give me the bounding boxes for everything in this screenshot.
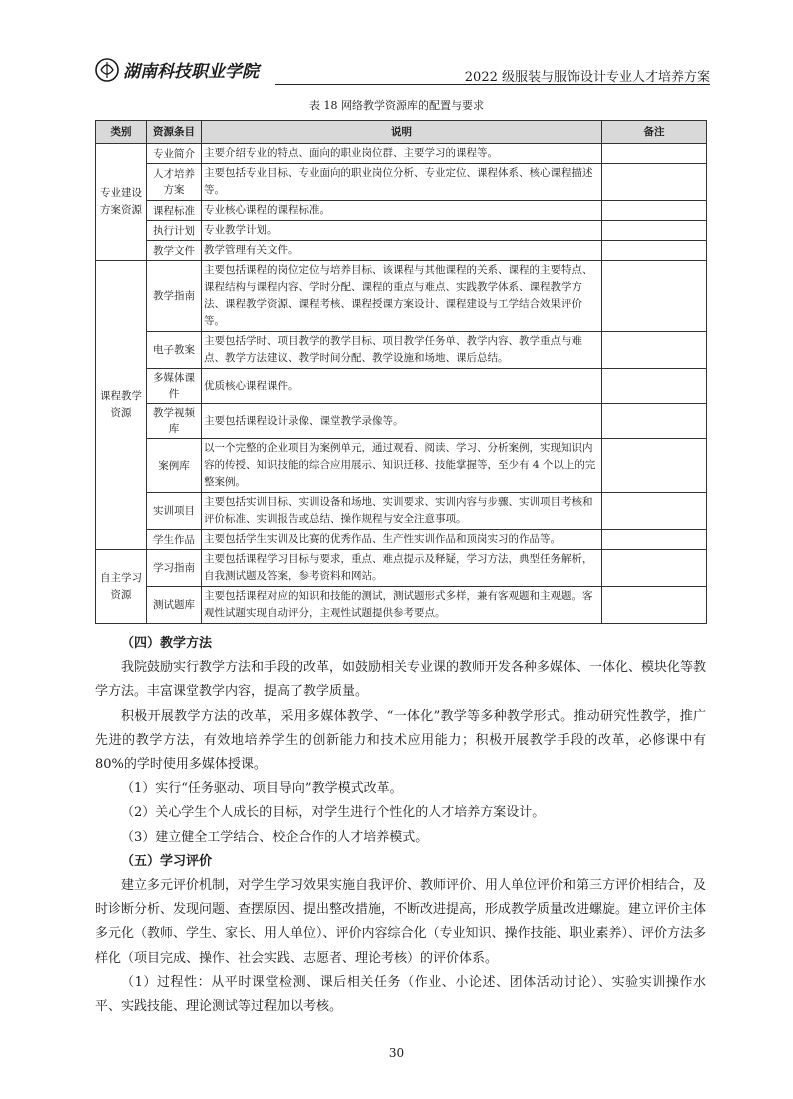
category-cell: 自主学习资源: [96, 550, 147, 624]
list-item: （3）建立健全工学结合、校企合作的人才培养模式。: [121, 829, 429, 845]
description-cell: 专业核心课程的课程标准。: [202, 201, 602, 221]
table-row: [96, 493, 707, 530]
description-cell: 主要包括专业目标、专业面向的职业岗位分析、专业定位、课程体系、核心课程描述等。: [202, 164, 602, 201]
table-row: [96, 241, 707, 261]
body-text: [95, 632, 706, 1019]
category-cell: 专业建设方案资源: [96, 144, 147, 261]
note-cell: [602, 530, 707, 550]
table-row: [96, 221, 707, 241]
paragraph: 建立多元评价机制，对学生学习效果实施自我评价、教师评价、用人单位评价和第三方评价相结合，及时诊断分析、发现问题、查摆原因、提出整改措施，不断改进提高，形成教学质量改进螺旋。建立评价主体多元化（教师、学生、家长、用人单位）、评价内容综合化（专业知识、操作技能、职业素养）、评价方法多样化（项目完成、操作、社会实践、志愿者、理论考核）的评价体系。: [95, 878, 707, 966]
table-row: [96, 261, 707, 332]
item-cell: 专业简介: [147, 144, 202, 164]
section-heading-teaching-methods: （四）教学方法: [121, 636, 213, 651]
item-cell: 案例库: [147, 439, 202, 493]
table-row: [96, 164, 707, 201]
table-row: [96, 201, 707, 221]
description-cell: 优质核心课程课件。: [202, 369, 602, 404]
item-cell: 学生作品: [147, 530, 202, 550]
school-logo-text: 湖南科技职业学院: [123, 62, 259, 82]
note-cell: [602, 332, 707, 369]
category-cell: 课程教学资源: [96, 261, 147, 550]
table-caption: 表 18 网络教学资源库的配置与要求: [309, 99, 484, 112]
item-cell: 实训项目: [147, 493, 202, 530]
table-row: [96, 439, 707, 493]
item-cell: 执行计划: [147, 221, 202, 241]
section-heading-learning-evaluation: （五）学习评价: [121, 853, 213, 869]
description-cell: 教学管理有关文件。: [202, 241, 602, 261]
list-item: （2）关心学生个人成长的目标，对学生进行个性化的人才培养方案设计。: [121, 805, 546, 821]
item-cell: 电子教案: [147, 332, 202, 369]
description-cell: 主要包括实训目标、实训设备和场地、实训要求、实训内容与步骤、实训项目考核和评价标准、实训报告或总结、操作规程与安全注意事项。: [202, 493, 602, 530]
page-number: 30: [388, 1046, 405, 1060]
description-cell: 主要包括学时、项目教学的教学目标、项目教学任务单、教学内容、教学重点与难点、教学方法建议、教学时间分配、教学设施和场地、课后总结。: [202, 332, 602, 369]
page-header: [95, 56, 710, 86]
description-cell: 主要包括课程的岗位定位与培养目标、该课程与其他课程的关系、课程的主要特点、课程结构与课程内容、学时分配、课程的重点与难点、实践教学体系、课程教学方法、课程教学资源、课程考核、课程授课方案设计、课程建设与工学结合效果评价等。: [202, 261, 602, 332]
description-cell: 主要包括课程对应的知识和技能的测试，测试题形式多样，兼有客观题和主观题。客观性试题实现自动评分，主观性试题提供参考要点。: [202, 587, 602, 624]
item-cell: 人才培养方案: [147, 164, 202, 201]
resource-table: [95, 120, 707, 624]
description-cell: 专业教学计划。: [202, 221, 602, 241]
col-header-description: 说明: [202, 121, 602, 144]
col-header-category: 类别: [96, 121, 147, 144]
note-cell: [602, 201, 707, 221]
note-cell: [602, 404, 707, 439]
table-row: [96, 550, 707, 587]
description-cell: 主要包括课程设计录像、课堂教学录像等。: [202, 404, 602, 439]
description-cell: 以一个完整的企业项目为案例单元，通过观看、阅读、学习、分析案例，实现知识内容的传授、知识技能的综合应用展示、知识迁移、技能掌握等，至少有 4 个以上的完整案例。: [202, 439, 602, 493]
school-logo: [95, 56, 295, 86]
header-rule: [275, 84, 710, 85]
table-row: [96, 404, 707, 439]
item-cell: 教学视频库: [147, 404, 202, 439]
paragraph: 我院鼓励实行教学方法和手段的改革，如鼓励相关专业课的教师开发各种多媒体、一体化、模块化等教学方法。丰富课堂教学内容，提高了教学质量。: [95, 660, 707, 700]
note-cell: [602, 439, 707, 493]
note-cell: [602, 241, 707, 261]
document-title: 2022 级服装与服饰设计专业人才培养方案: [464, 70, 710, 85]
col-header-note: 备注: [602, 121, 707, 144]
note-cell: [602, 587, 707, 624]
description-cell: 主要介绍专业的特点、面向的职业岗位群、主要学习的课程等。: [202, 144, 602, 164]
note-cell: [602, 369, 707, 404]
paragraph: 积极开展教学方法的改革，采用多媒体教学、“一体化”教学等多种教学形式。推动研究性教学，推广先进的教学方法，有效地培养学生的创新能力和技术应用能力；积极开展教学手段的改革，必修课中有 80%的学时使用多媒体授课。: [95, 708, 706, 773]
table-header-row: [96, 121, 707, 144]
paragraph: （1）过程性：从平时课堂检测、课后相关任务（作业、小论述、团体活动讨论）、实验实训操作水平、实践技能、理论测试等过程加以考核。: [95, 974, 706, 1015]
item-cell: 课程标准: [147, 201, 202, 221]
note-cell: [602, 144, 707, 164]
note-cell: [602, 261, 707, 332]
item-cell: 教学文件: [147, 241, 202, 261]
item-cell: 多媒体课件: [147, 369, 202, 404]
note-cell: [602, 493, 707, 530]
col-header-item: 资源条目: [147, 121, 202, 144]
note-cell: [602, 221, 707, 241]
table-row: [96, 530, 707, 550]
item-cell: 教学指南: [147, 261, 202, 332]
description-cell: 主要包括学生实训及比赛的优秀作品、生产性实训作品和顶岗实习的作品等。: [202, 530, 602, 550]
table-row: [96, 587, 707, 624]
item-cell: 学习指南: [147, 550, 202, 587]
table-row: [96, 332, 707, 369]
item-cell: 测试题库: [147, 587, 202, 624]
list-item: （1）实行“任务驱动、项目导向”教学模式改革。: [121, 781, 403, 797]
description-cell: 主要包括课程学习目标与要求，重点、难点提示及释疑，学习方法，典型任务解析，自我测试题及答案，参考资料和网站。: [202, 550, 602, 587]
table-row: [96, 369, 707, 404]
note-cell: [602, 550, 707, 587]
table-row: [96, 144, 707, 164]
note-cell: [602, 164, 707, 201]
